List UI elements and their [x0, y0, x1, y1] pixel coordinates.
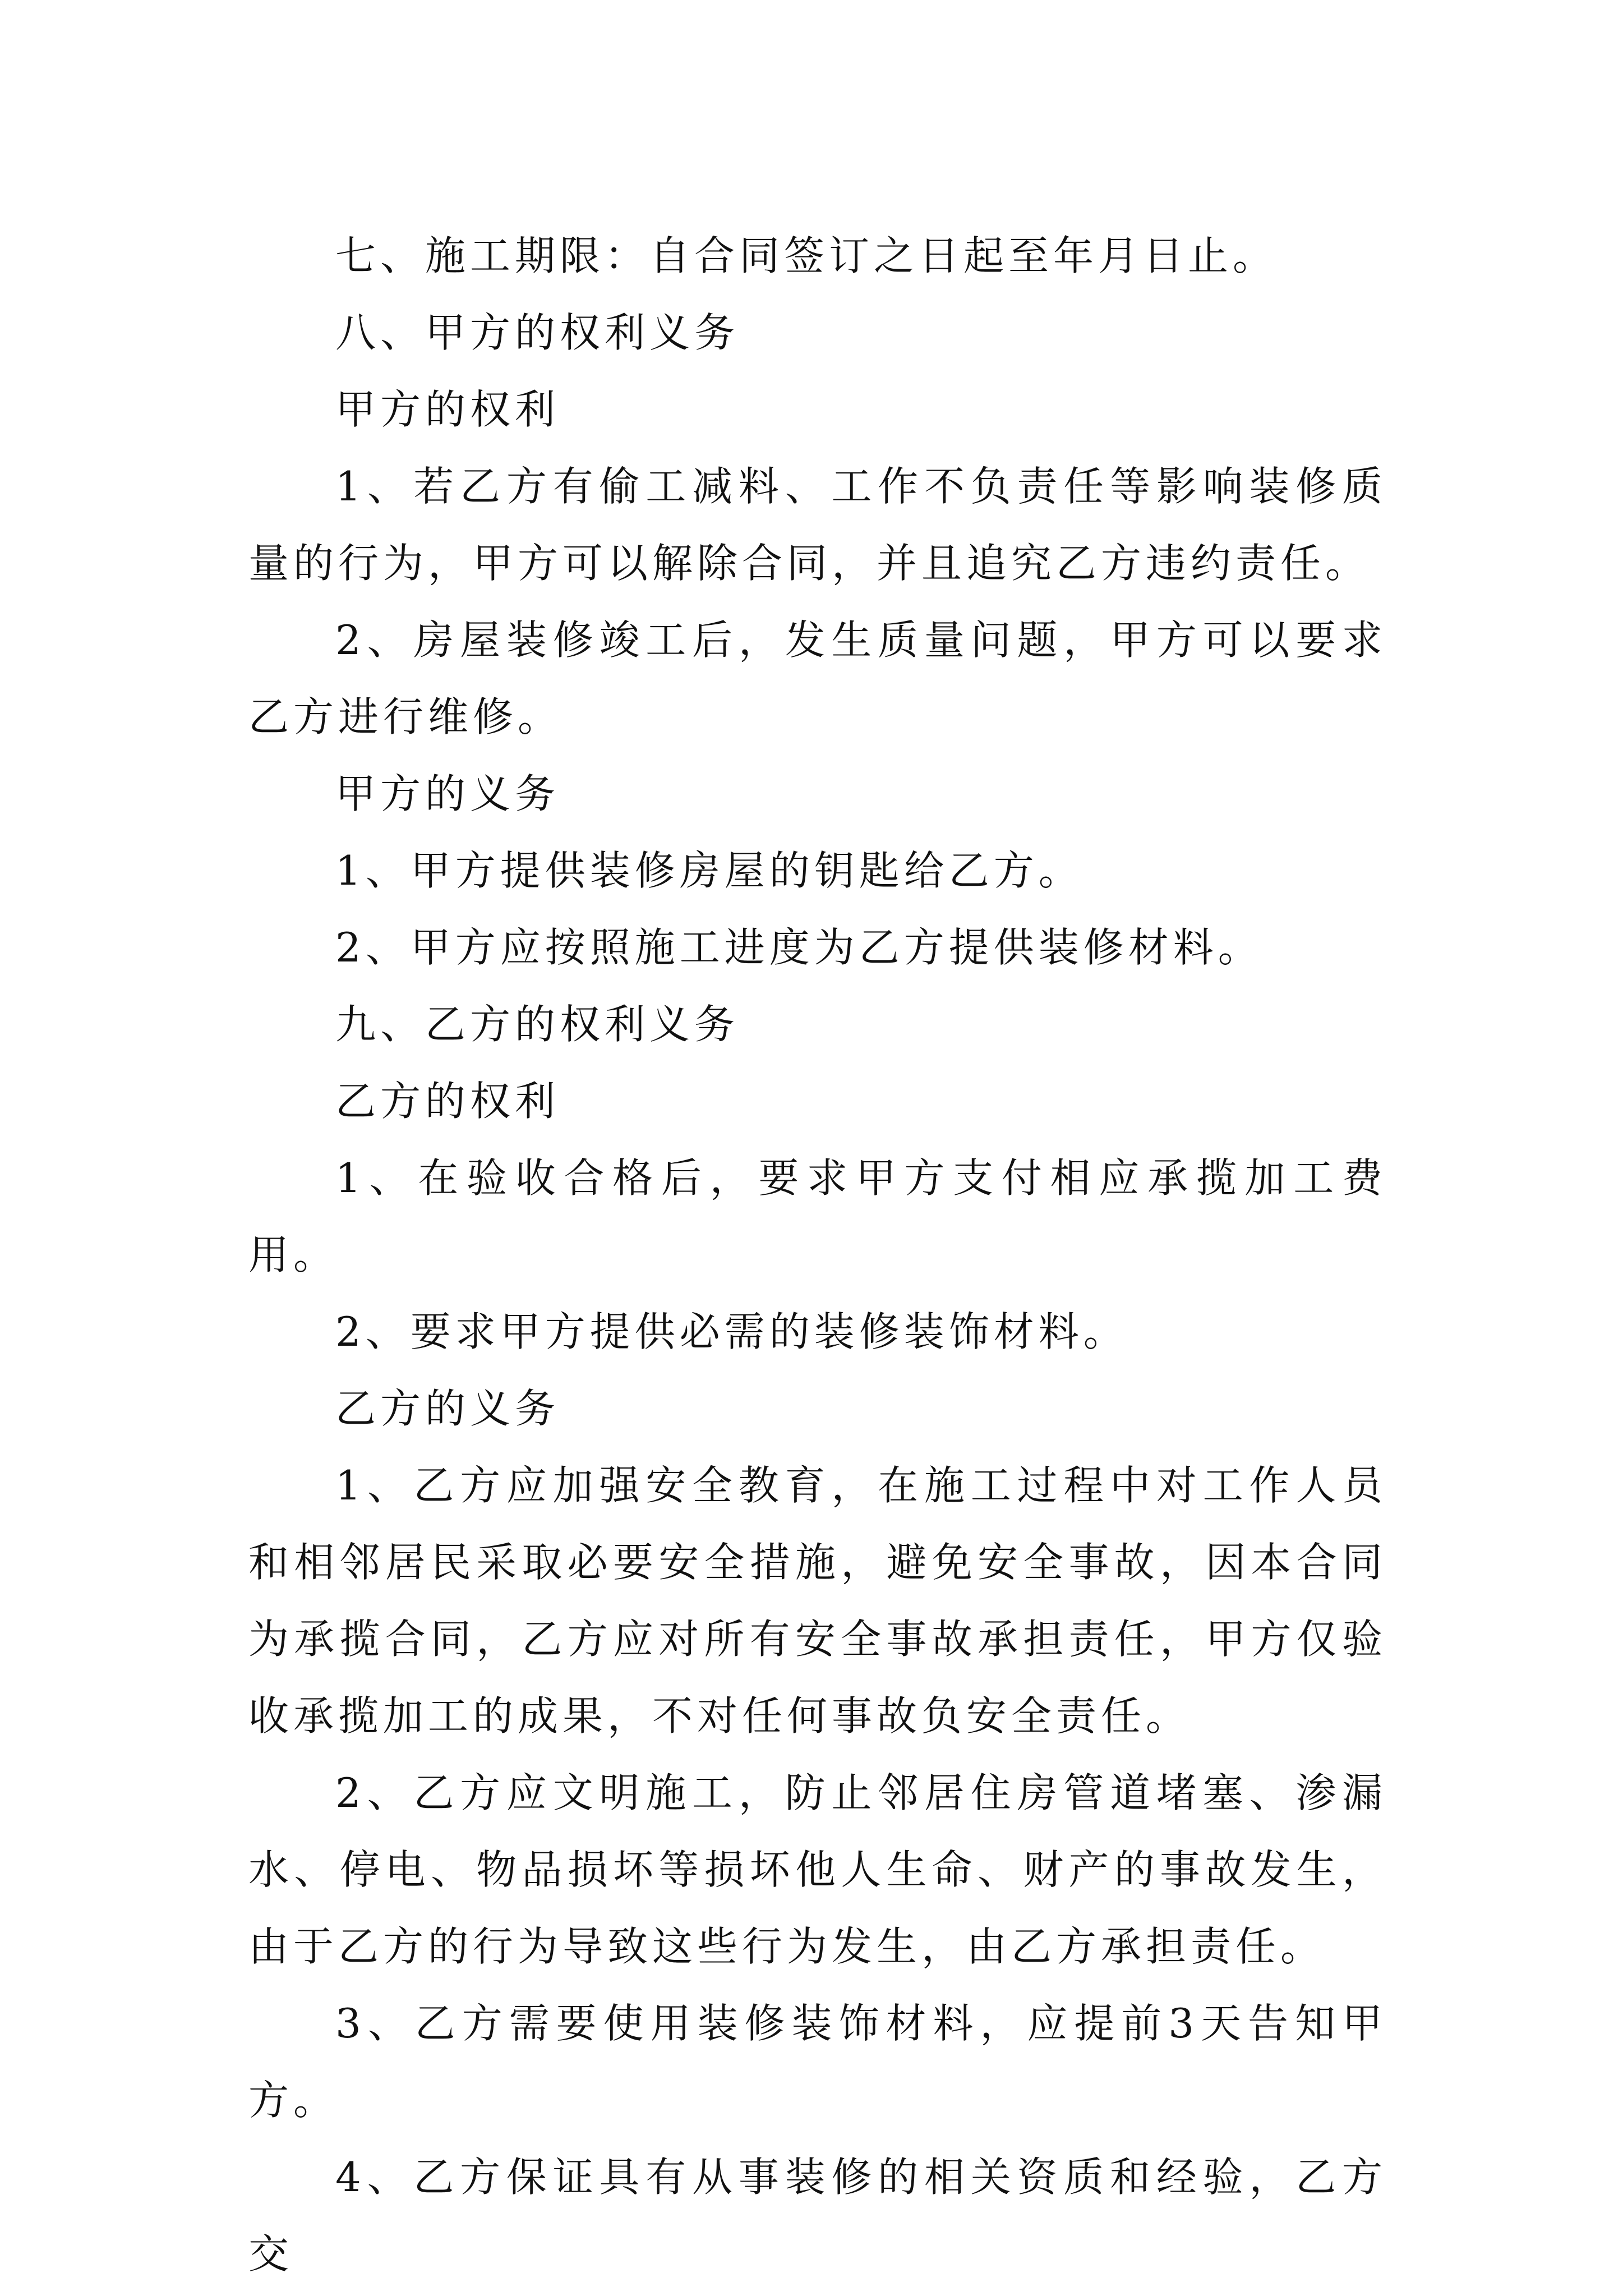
- party-a-obligation-1: 1、甲方提供装修房屋的钥匙给乙方。: [335, 847, 1083, 894]
- party-a-right-1: 1、若乙方有偷工减料、工作不负责任等影响装修质量的行为，甲方可以解除合同，并且追究乙方违约责任。: [248, 463, 1387, 587]
- document-body: [248, 218, 1387, 2293]
- party-b-obligation-1: 1、乙方应加强安全教育，在施工过程中对工作人员和相邻居民采取必要安全措施，避免安全事故，因本合同为承揽合同，乙方应对所有安全事故承担责任，甲方仅验收承揽加工的成果，不对任何事故负安全责任。: [248, 1462, 1387, 1740]
- clause-nine-heading: 九、乙方的权利义务: [335, 1001, 740, 1048]
- party-b-obligation-2: 2、乙方应文明施工，防止邻居住房管道堵塞、渗漏水、停电、物品损坏等损坏他人生命、财产的事故发生，由于乙方的行为导致这些行为发生，由乙方承担责任。: [248, 1769, 1387, 1970]
- party-b-rights-heading: 乙方的权利: [335, 1078, 560, 1125]
- party-a-rights-heading: 甲方的权利: [335, 386, 560, 433]
- party-a-obligation-2: 2、甲方应按照施工进度为乙方提供装修材料。: [335, 924, 1263, 971]
- party-b-right-2: 2、要求甲方提供必需的装修装饰材料。: [335, 1308, 1128, 1355]
- party-b-obligations-heading: 乙方的义务: [335, 1385, 560, 1432]
- party-b-obligation-3: 3、乙方需要使用装修装饰材料，应提前3天告知甲方。: [248, 2000, 1387, 2124]
- party-a-obligations-heading: 甲方的义务: [335, 770, 560, 817]
- party-b-obligation-4: 4、乙方保证具有从事装修的相关资质和经验，乙方交: [248, 2154, 1387, 2277]
- party-b-right-1: 1、在验收合格后，要求甲方支付相应承揽加工费用。: [248, 1154, 1387, 1278]
- clause-eight-heading: 八、甲方的权利义务: [335, 309, 740, 356]
- party-a-right-2: 2、房屋装修竣工后，发生质量问题，甲方可以要求乙方进行维修。: [248, 616, 1387, 740]
- clause-seven-construction-period: 七、施工期限：自合同签订之日起至年月日止。: [335, 232, 1278, 279]
